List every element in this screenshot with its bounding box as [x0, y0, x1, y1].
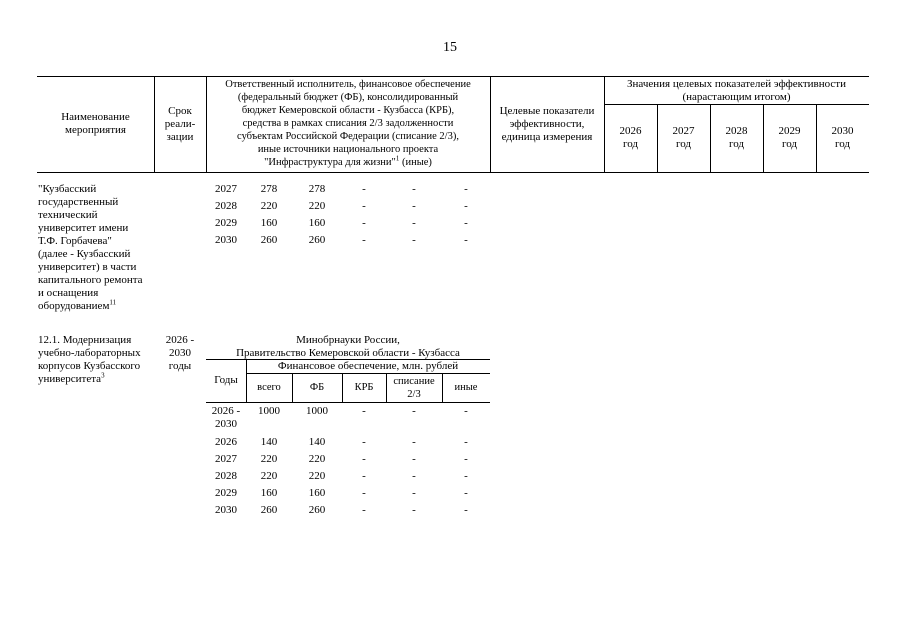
header-resp-line: Ответственный исполнитель, финансовое обеспечение — [225, 79, 471, 90]
header-indicators — [490, 105, 604, 144]
year-col — [763, 125, 816, 151]
subheader-spis-line: списание — [393, 376, 435, 387]
subheader-krb: КРБ — [354, 382, 374, 393]
cell-total: 160 — [260, 217, 278, 229]
year-col — [710, 125, 763, 151]
cell-spis: - — [412, 504, 416, 516]
name-line: 12.1. Модернизация — [38, 334, 132, 346]
cell-other: - — [464, 217, 468, 229]
header-resp-tail: (иные) — [399, 157, 432, 168]
cell-total: 160 — [260, 487, 278, 499]
name-line: "Кузбасский — [38, 183, 97, 195]
header-resp-line: иные источники национального проекта — [257, 144, 439, 155]
name-line: Т.Ф. Горбачева" — [38, 235, 112, 247]
year-value: 2026 — [619, 125, 642, 137]
cell-krb: - — [362, 453, 366, 465]
years-label: Годы — [214, 374, 238, 386]
block2-responsible — [206, 334, 490, 360]
cell-other: - — [464, 487, 468, 499]
name-line: капитального ремонта — [38, 274, 143, 286]
year-col — [604, 125, 657, 151]
block2-name — [38, 334, 158, 386]
header-term-line: зации — [166, 131, 194, 143]
term-line: годы — [168, 360, 192, 372]
resp-line: Минобрнауки России, — [296, 334, 400, 346]
term-line: 2030 — [169, 347, 191, 359]
cell-total: 1000 — [258, 405, 280, 417]
cell-year: 2030 — [215, 234, 237, 246]
cell-other: - — [464, 453, 468, 465]
year-unit: год — [728, 138, 745, 150]
name-line — [38, 300, 156, 313]
header-resp-line: бюджет Кемеровской области - Кузбасса (КРБ), — [241, 105, 455, 116]
cell-year: 2029 — [215, 217, 237, 229]
term-line: 2026 - — [165, 334, 195, 346]
header-term-line: Срок — [168, 105, 192, 117]
year-col — [816, 125, 869, 151]
name-line: технический — [38, 209, 98, 221]
year-value: 2029 — [778, 125, 801, 137]
cell-spis: - — [412, 217, 416, 229]
subheader-spis-line: 2/3 — [407, 389, 421, 400]
table-row — [0, 487, 905, 503]
name-line: корпусов Кузбасского — [38, 360, 141, 372]
cell-krb: - — [362, 183, 366, 195]
cell-year: 2026 - 2030 — [211, 405, 241, 430]
subheader-fb: ФБ — [309, 382, 325, 393]
cell-total: 220 — [260, 470, 278, 482]
cell-other: - — [464, 436, 468, 448]
table-row — [0, 453, 905, 469]
header-name — [37, 111, 154, 137]
cell-spis: - — [412, 453, 416, 465]
header-term — [154, 105, 206, 144]
cell-krb: - — [362, 504, 366, 516]
header-resp-line: средства в рамках списания 2/3 задолженности — [242, 118, 454, 129]
page-number: 15 — [443, 40, 457, 55]
cell-krb: - — [362, 487, 366, 499]
footnote-ref: 3 — [101, 371, 105, 380]
cell-year: 2028 — [215, 200, 237, 212]
cell-krb: - — [362, 405, 366, 417]
cell-spis: - — [412, 200, 416, 212]
cell-krb: - — [362, 470, 366, 482]
header-values-line: Значения целевых показателей эффективности — [627, 78, 846, 90]
subheader-total: всего — [257, 382, 281, 393]
cell-other: - — [464, 234, 468, 246]
cell-fb: 1000 — [306, 405, 328, 417]
header-ind-line: единица измерения — [501, 131, 593, 143]
table-row — [0, 504, 905, 520]
header-resp-last: "Инфраструктура для жизни" — [264, 157, 396, 168]
cell-total: 140 — [260, 436, 278, 448]
cell-spis: - — [412, 487, 416, 499]
cell-total: 260 — [260, 234, 278, 246]
cell-other: - — [464, 470, 468, 482]
subheader-spis — [386, 375, 442, 401]
header-bottom-rule — [37, 172, 869, 173]
table-row — [0, 470, 905, 486]
cell-total: 278 — [260, 183, 278, 195]
cell-year: 2028 — [215, 470, 237, 482]
name-line — [38, 373, 158, 386]
header-ind-line: Целевые показатели — [499, 105, 595, 117]
cell-fb: 160 — [308, 487, 326, 499]
values-subheader-rule — [604, 104, 869, 105]
cell-krb: - — [362, 234, 366, 246]
cell-fb: 278 — [308, 183, 326, 195]
name-line: учебно-лабораторных — [38, 347, 141, 359]
header-term-line: реали- — [164, 118, 196, 130]
cell-fb: 160 — [308, 217, 326, 229]
name-last: оборудованием — [38, 300, 110, 312]
cell-krb: - — [362, 200, 366, 212]
cell-other: - — [464, 405, 468, 417]
cell-total: 220 — [260, 453, 278, 465]
cell-year: 2030 — [215, 504, 237, 516]
cell-krb: - — [362, 217, 366, 229]
cell-other: - — [464, 200, 468, 212]
name-line: государственный — [38, 196, 119, 208]
fin-header-rule — [246, 373, 490, 374]
cell-year: 2027 — [215, 453, 237, 465]
cell-spis: - — [412, 234, 416, 246]
name-line: и оснащения — [38, 287, 99, 299]
year-unit: год — [834, 138, 851, 150]
cell-fb: 220 — [308, 200, 326, 212]
table-row — [0, 436, 905, 452]
name-line: университет) в части — [38, 261, 137, 273]
header-values-line: (нарастающим итогом) — [682, 91, 791, 103]
cell-spis: - — [412, 470, 416, 482]
header-ind-line: эффективности, — [509, 118, 585, 130]
year-value: 2027 — [672, 125, 695, 137]
cell-other: - — [464, 504, 468, 516]
table-row — [0, 200, 905, 216]
cell-fb: 260 — [308, 504, 326, 516]
year-col — [657, 125, 710, 151]
header-top-rule — [37, 76, 869, 77]
resp-line: Правительство Кемеровской области - Кузбасса — [236, 347, 460, 359]
header-resp-line: (федеральный бюджет (ФБ), консолидированный — [237, 92, 459, 103]
table-row — [0, 405, 905, 435]
block2-term — [154, 334, 206, 373]
fin-table-header-bottom-rule — [206, 402, 490, 403]
year-unit: год — [781, 138, 798, 150]
cell-fb: 140 — [308, 436, 326, 448]
header-values — [604, 78, 869, 104]
table-row — [0, 234, 905, 250]
cell-total: 220 — [260, 200, 278, 212]
year-value: 2028 — [725, 125, 748, 137]
footnote-ref: 1 — [395, 154, 400, 163]
year-unit: год — [675, 138, 692, 150]
cell-other: - — [464, 183, 468, 195]
name-line: (далее - Кузбасский — [38, 248, 131, 260]
name-line: университет имени — [38, 222, 129, 234]
cell-fb: 260 — [308, 234, 326, 246]
header-resp-line: субъектам Российской Федерации (списание 2/3), — [237, 131, 459, 142]
table-row — [0, 183, 905, 199]
cell-year: 2026 — [215, 436, 237, 448]
cell-year: 2029 — [215, 487, 237, 499]
cell-spis: - — [412, 183, 416, 195]
cell-spis: - — [412, 436, 416, 448]
year-value: 2030 — [831, 125, 854, 137]
header-resp-line — [206, 156, 490, 169]
subheader-other: иные — [454, 382, 478, 393]
table-row — [0, 217, 905, 233]
cell-fb: 220 — [308, 470, 326, 482]
year-unit: год — [622, 138, 639, 150]
name-last: университета — [38, 373, 102, 385]
cell-year: 2027 — [215, 183, 237, 195]
header-responsible — [206, 78, 490, 169]
footnote-ref: 11 — [109, 298, 117, 307]
cell-total: 260 — [260, 504, 278, 516]
cell-spis: - — [412, 405, 416, 417]
header-name-text: Наименование мероприятия — [61, 111, 130, 136]
cell-krb: - — [362, 436, 366, 448]
cell-fb: 220 — [308, 453, 326, 465]
fin-header: Финансовое обеспечение, млн. рублей — [277, 360, 459, 372]
